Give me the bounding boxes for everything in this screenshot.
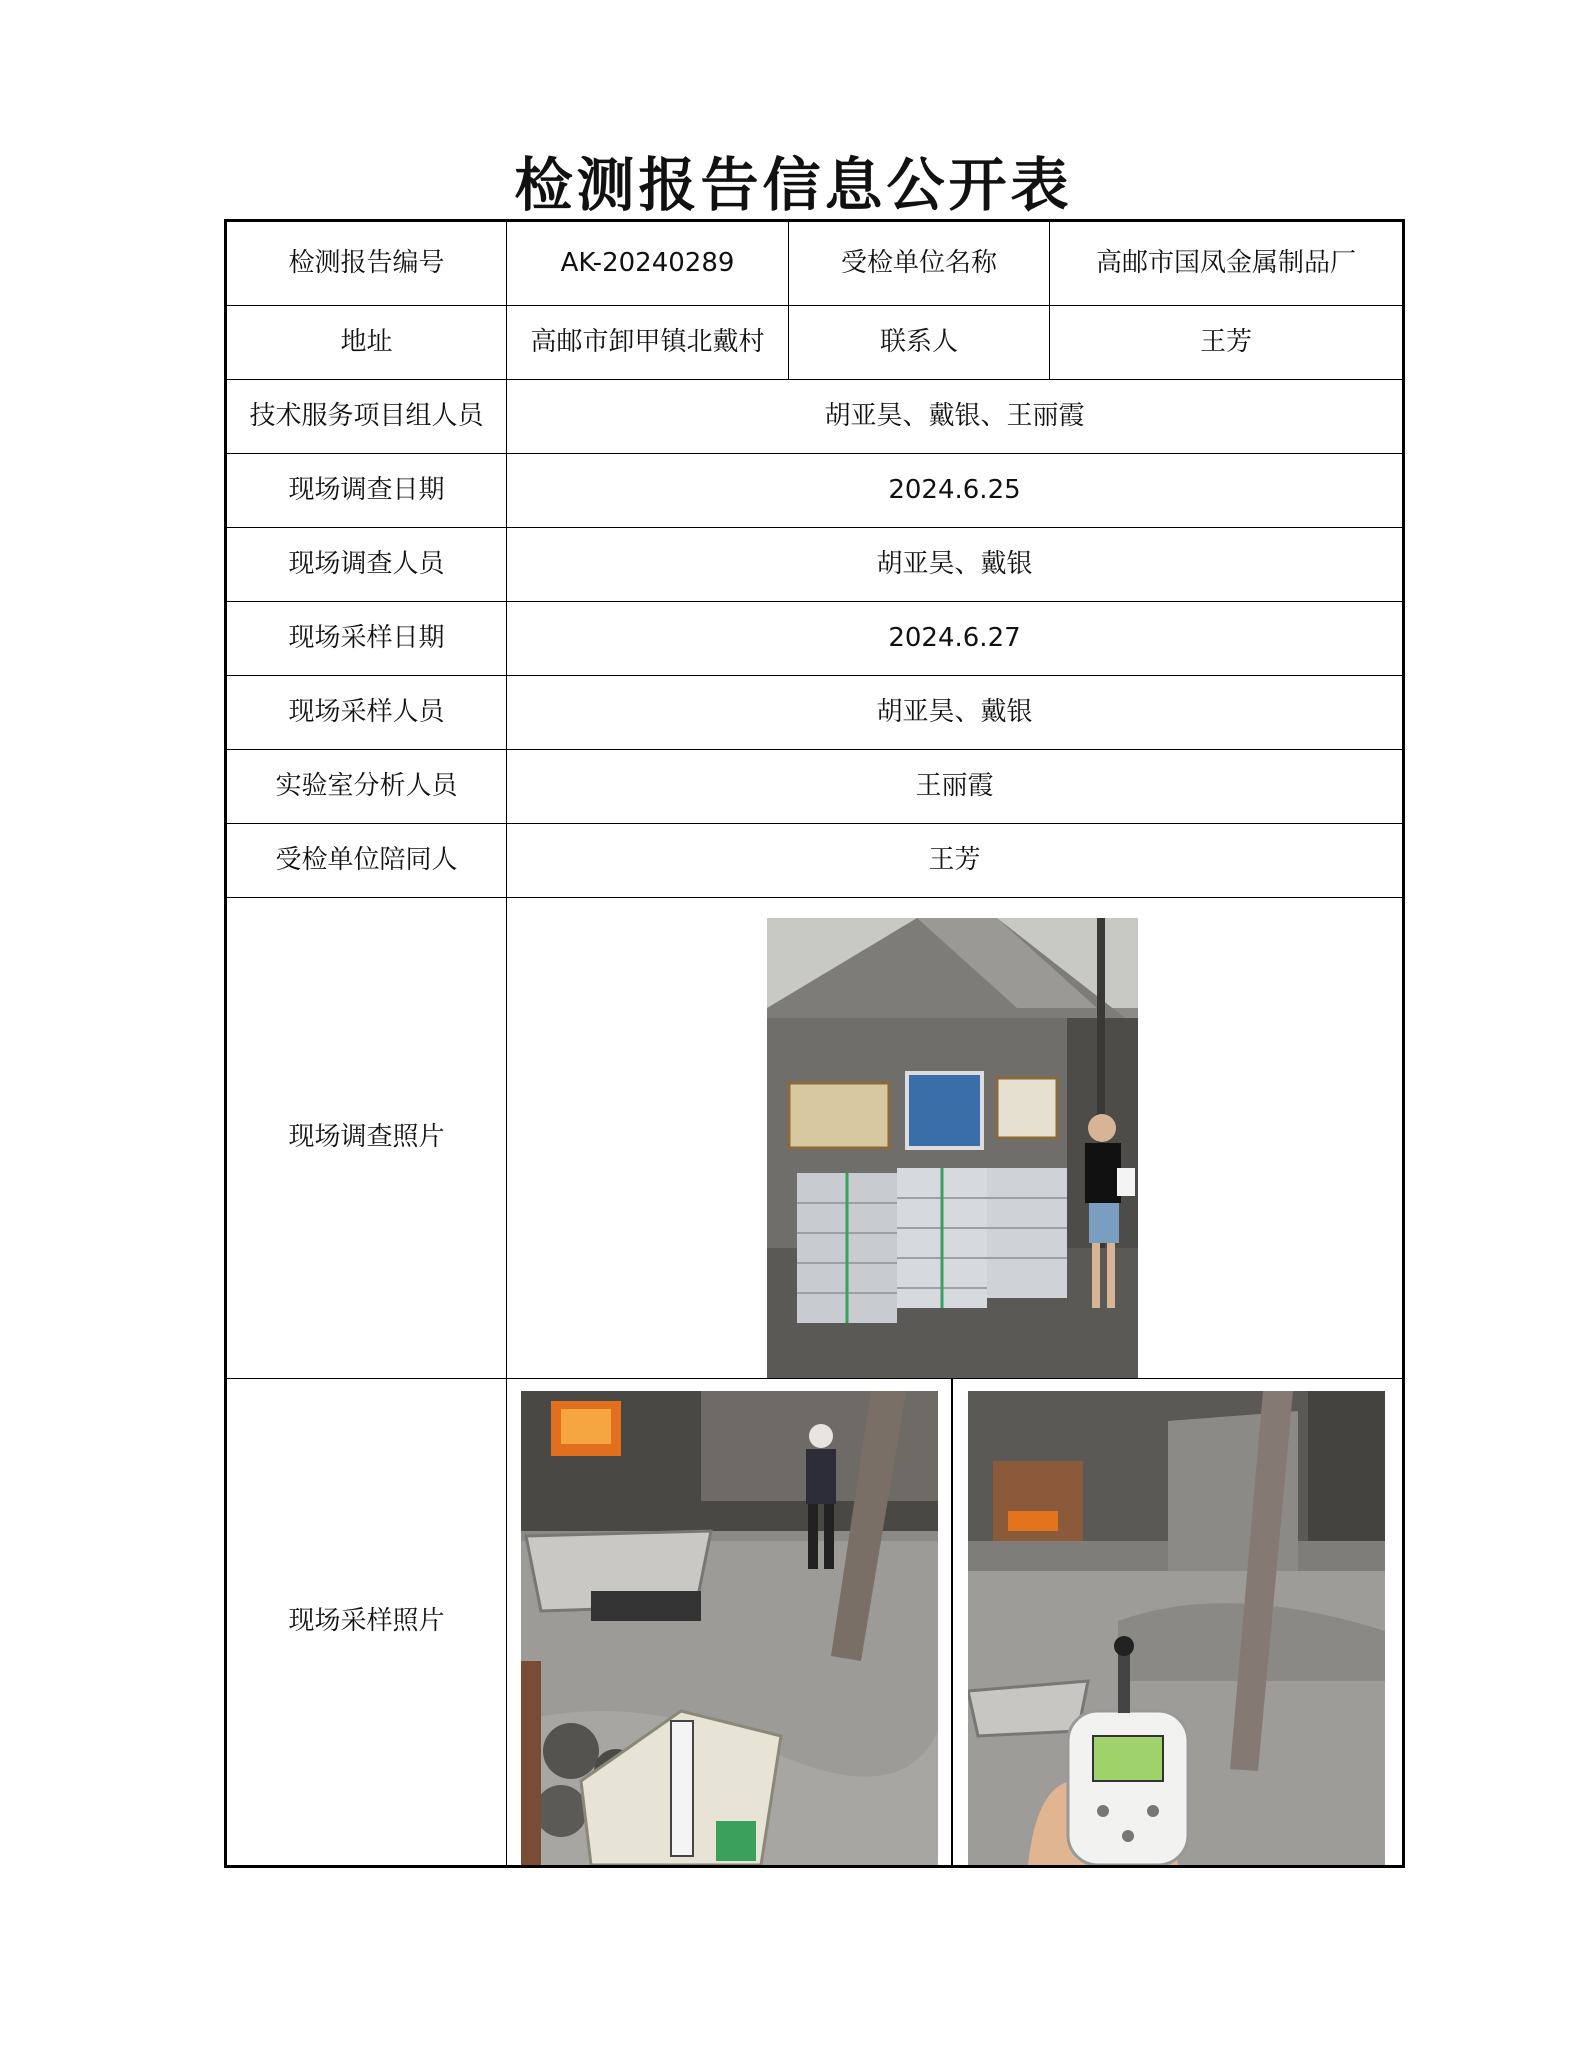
row-value: 胡亚昊、戴银、王丽霞 (507, 380, 1404, 454)
table-row (226, 602, 1404, 676)
row-value: 2024.6.27 (507, 602, 1404, 676)
page-title: 检测报告信息公开表 (514, 151, 1073, 219)
photo-divider (951, 1379, 953, 1865)
table-row (226, 221, 1404, 306)
row-value: 胡亚昊、戴银 (507, 676, 1404, 750)
table-row (226, 898, 1404, 1379)
report-no-value: AK-20240289 (507, 221, 789, 306)
row-label: 受检单位陪同人 (226, 824, 507, 898)
survey-photo-label: 现场调查照片 (226, 898, 507, 1379)
row-value: 2024.6.25 (507, 454, 1404, 528)
unit-name-value: 高邮市国凤金属制品厂 (1050, 221, 1404, 306)
row-label: 实验室分析人员 (226, 750, 507, 824)
sampling-photo-right (968, 1391, 1385, 1865)
sampling-photo-label: 现场采样照片 (226, 1379, 507, 1867)
row-label: 现场采样人员 (226, 676, 507, 750)
address-label: 地址 (226, 306, 507, 380)
row-value: 王丽霞 (507, 750, 1404, 824)
table-row (226, 528, 1404, 602)
table-row (226, 824, 1404, 898)
table-row (226, 750, 1404, 824)
contact-label: 联系人 (789, 306, 1050, 380)
survey-photo (767, 918, 1138, 1378)
table-row (226, 306, 1404, 380)
report-no-label: 检测报告编号 (226, 221, 507, 306)
survey-photo-cell (507, 898, 1404, 1379)
row-label: 技术服务项目组人员 (226, 380, 507, 454)
table-row (226, 1379, 1404, 1867)
row-label: 现场采样日期 (226, 602, 507, 676)
sampling-photo-left (521, 1391, 938, 1865)
sampling-photo-cell (507, 1379, 1404, 1867)
report-table (224, 219, 1405, 1868)
table-row (226, 380, 1404, 454)
row-label: 现场调查日期 (226, 454, 507, 528)
row-label: 现场调查人员 (226, 528, 507, 602)
table-row (226, 676, 1404, 750)
unit-name-label: 受检单位名称 (789, 221, 1050, 306)
row-value: 王芳 (507, 824, 1404, 898)
row-value: 胡亚昊、戴银 (507, 528, 1404, 602)
table-row (226, 454, 1404, 528)
address-value: 高邮市卸甲镇北戴村 (507, 306, 789, 380)
contact-value: 王芳 (1050, 306, 1404, 380)
